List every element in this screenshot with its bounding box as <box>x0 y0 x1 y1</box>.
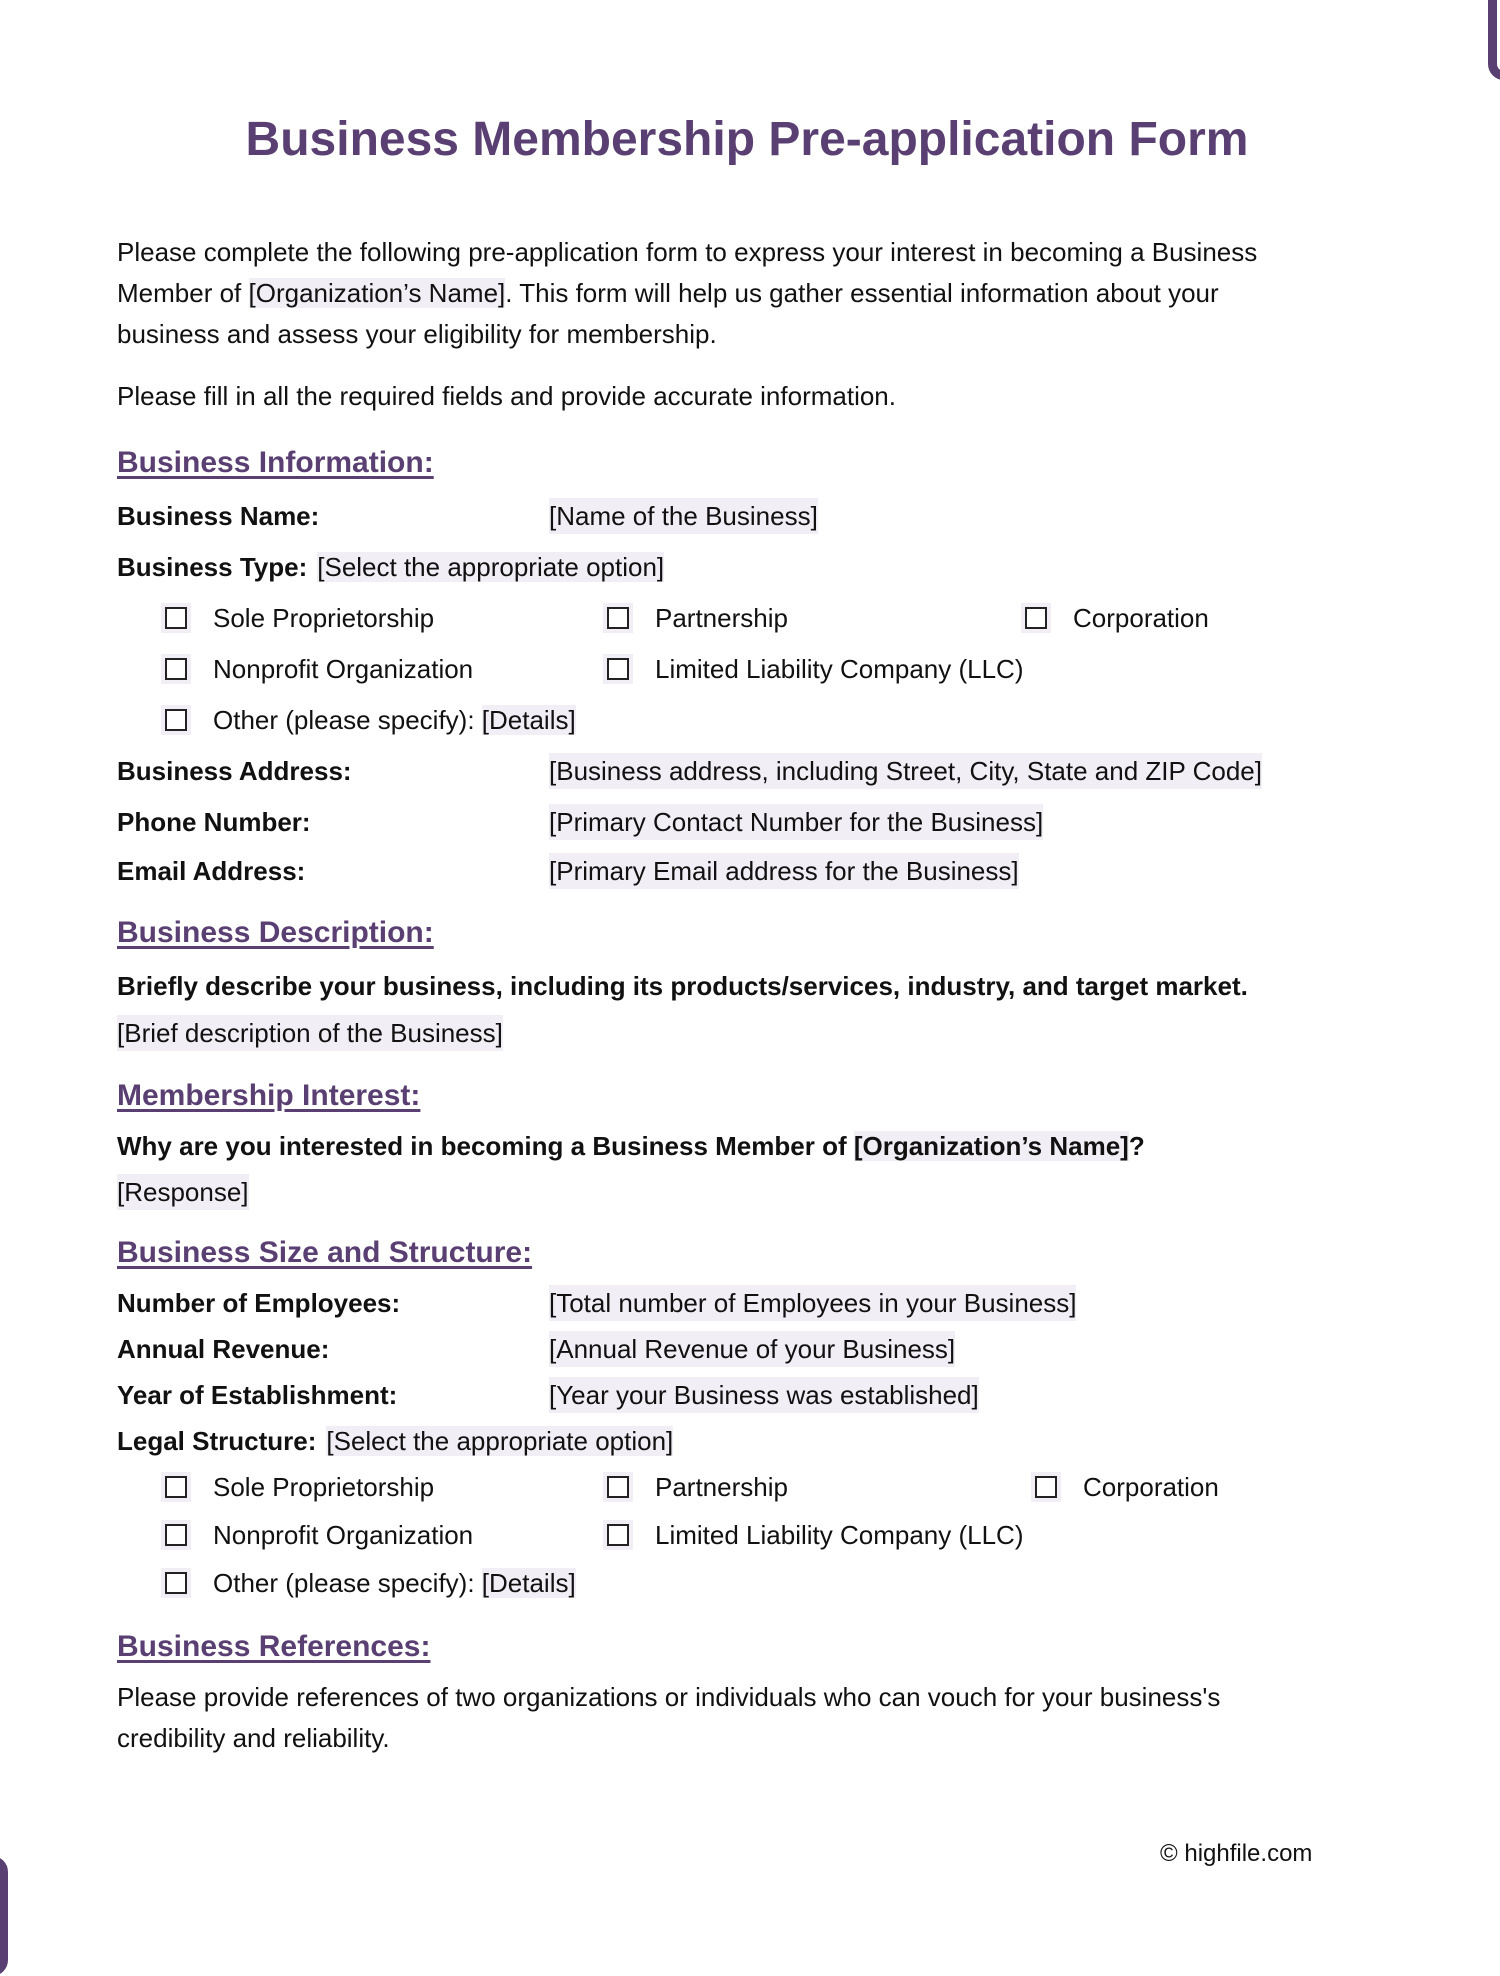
email-address-field[interactable]: [Primary Email address for the Business] <box>549 853 1019 889</box>
legal-structure-option-nonprofit[interactable] <box>165 1517 473 1553</box>
membership-interest-answer-row <box>117 1174 1327 1210</box>
business-type-option-sole-proprietorship[interactable] <box>165 600 434 636</box>
employees-field[interactable]: [Total number of Employees in your Business] <box>549 1285 1076 1321</box>
option-label: Corporation <box>1073 603 1209 633</box>
employees-label: Number of Employees: <box>117 1288 401 1318</box>
corner-decoration-bottom-left <box>0 1856 8 1976</box>
business-description-heading: Business Description: <box>117 916 434 949</box>
membership-interest-question <box>117 1128 1145 1164</box>
year-established-row <box>117 1377 1327 1413</box>
checkbox-icon[interactable] <box>607 1476 629 1498</box>
business-description-answer-row <box>117 1015 1327 1051</box>
option-label: Partnership <box>655 1472 788 1502</box>
checkbox-icon[interactable] <box>607 1524 629 1546</box>
business-references-heading: Business References: <box>117 1630 431 1663</box>
legal-structure-option-partnership[interactable] <box>607 1469 788 1505</box>
business-type-option-nonprofit[interactable] <box>165 651 473 687</box>
checkbox-icon[interactable] <box>165 658 187 680</box>
business-description-question-row <box>117 968 1327 1004</box>
page-title: Business Membership Pre-application Form <box>245 113 1249 166</box>
phone-number-label: Phone Number: <box>117 807 311 837</box>
legal-structure-label-text: Legal Structure: <box>117 1426 317 1456</box>
checkbox-icon[interactable] <box>607 607 629 629</box>
email-address-row <box>117 853 1327 889</box>
employees-row <box>117 1285 1327 1321</box>
business-address-field[interactable]: [Business address, including Street, City, State and ZIP Code] <box>549 753 1262 789</box>
option-label: Nonprofit Organization <box>213 654 474 684</box>
legal-structure-option-sole-proprietorship[interactable] <box>165 1469 434 1505</box>
legal-structure-option-other[interactable] <box>165 1565 576 1601</box>
year-established-field[interactable]: [Year your Business was established] <box>549 1377 979 1413</box>
business-information-heading: Business Information: <box>117 446 434 479</box>
option-label: Partnership <box>655 603 788 633</box>
year-established-label: Year of Establishment: <box>117 1380 398 1410</box>
checkbox-icon[interactable] <box>607 658 629 680</box>
legal-structure-option-corporation[interactable] <box>1035 1469 1219 1505</box>
business-type-option-llc[interactable] <box>607 651 1023 687</box>
checkbox-icon[interactable] <box>165 1572 187 1594</box>
business-name-row <box>117 498 1327 534</box>
business-address-label: Business Address: <box>117 756 352 786</box>
legal-structure-option-llc[interactable] <box>607 1517 1023 1553</box>
membership-interest-question-row <box>117 1128 1327 1164</box>
phone-number-row <box>117 804 1327 840</box>
annual-revenue-label: Annual Revenue: <box>117 1334 330 1364</box>
annual-revenue-row <box>117 1331 1327 1367</box>
business-references-text: Please provide references of two organizations or individuals who can vouch for your business's credibility and reliability. <box>117 1682 1221 1753</box>
checkbox-icon[interactable] <box>165 709 187 731</box>
email-address-label: Email Address: <box>117 856 306 886</box>
copyright-footer: © highfile.com <box>1160 1840 1313 1867</box>
organization-name-field[interactable]: [Organization’s Name] <box>248 278 506 308</box>
annual-revenue-field[interactable]: [Annual Revenue of your Business] <box>549 1331 955 1367</box>
option-label: Sole Proprietorship <box>213 1472 435 1502</box>
option-label: Other (please specify): <box>213 705 482 735</box>
membership-interest-heading: Membership Interest: <box>117 1079 421 1112</box>
business-type-row <box>117 549 1327 585</box>
intro-paragraph <box>117 232 1317 355</box>
checkbox-icon[interactable] <box>165 1476 187 1498</box>
checkbox-icon[interactable] <box>165 607 187 629</box>
legal-structure-label <box>117 1423 673 1459</box>
business-name-field[interactable]: [Name of the Business] <box>549 498 818 534</box>
option-label: Corporation <box>1083 1472 1219 1502</box>
option-label: Limited Liability Company (LLC) <box>655 1520 1024 1550</box>
business-type-option-corporation[interactable] <box>1025 600 1209 636</box>
business-type-other-details-field[interactable]: [Details] <box>481 705 576 735</box>
instructions-paragraph: Please fill in all the required fields and provide accurate information. <box>117 381 896 411</box>
business-address-row <box>117 753 1327 789</box>
business-type-option-partnership[interactable] <box>607 600 788 636</box>
membership-interest-response-field[interactable]: [Response] <box>117 1174 249 1210</box>
option-label: Other (please specify): <box>213 1568 482 1598</box>
business-type-label <box>117 549 664 585</box>
intro-text-end: . This form will help us gather essential information about your business and assess your eligibility for membership. <box>117 278 1219 349</box>
question-text-end: ? <box>1128 1131 1145 1161</box>
business-type-field[interactable]: [Select the appropriate option] <box>317 552 665 582</box>
option-label: Limited Liability Company (LLC) <box>655 654 1024 684</box>
legal-structure-other-details-field[interactable]: [Details] <box>481 1568 576 1598</box>
intro-text-start: Please complete the following pre-application form to express your interest in becoming a Business Member of <box>117 237 1258 308</box>
legal-structure-row <box>117 1423 1327 1459</box>
business-description-field[interactable]: [Brief description of the Business] <box>117 1015 503 1051</box>
legal-structure-field[interactable]: [Select the appropriate option] <box>326 1426 674 1456</box>
business-name-label: Business Name: <box>117 501 320 531</box>
phone-number-field[interactable]: [Primary Contact Number for the Business] <box>549 804 1043 840</box>
corner-decoration-top-right <box>1488 0 1500 80</box>
business-description-question: Briefly describe your business, including its products/services, industry, and target market. <box>117 971 1248 1001</box>
question-text-start: Why are you interested in becoming a Business Member of <box>117 1131 854 1161</box>
option-label: Nonprofit Organization <box>213 1520 474 1550</box>
business-size-structure-heading: Business Size and Structure: <box>117 1236 533 1269</box>
option-label: Sole Proprietorship <box>213 603 435 633</box>
business-type-option-other[interactable] <box>165 702 576 738</box>
organization-name-field[interactable]: [Organization’s Name] <box>853 1131 1129 1161</box>
checkbox-icon[interactable] <box>165 1524 187 1546</box>
business-type-label-text: Business Type: <box>117 552 308 582</box>
checkbox-icon[interactable] <box>1035 1476 1057 1498</box>
checkbox-icon[interactable] <box>1025 607 1047 629</box>
